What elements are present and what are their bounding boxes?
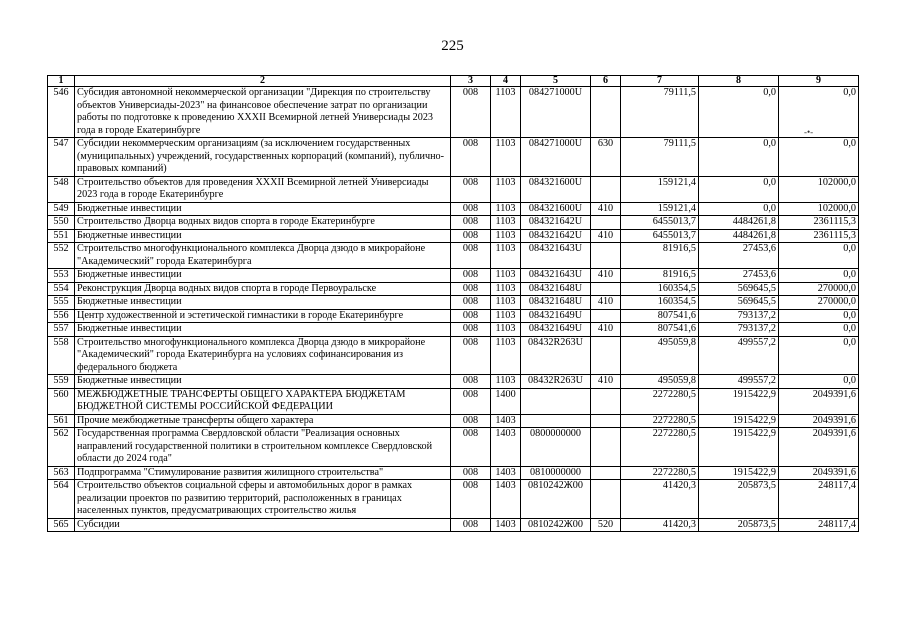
amount-2024-cell: 0,0 <box>779 309 859 323</box>
amount-2024-cell: 102000,0 <box>779 176 859 202</box>
row-number-cell: 559 <box>48 375 75 389</box>
table-body <box>48 87 859 532</box>
row-name-cell: МЕЖБЮДЖЕТНЫЕ ТРАНСФЕРТЫ ОБЩЕГО ХАРАКТЕРА БЮДЖЕТАМ БЮДЖЕТНОЙ СИСТЕМЫ РОССИЙСКОЙ ФЕДЕРАЦИИ <box>75 388 451 414</box>
table-row <box>48 243 859 269</box>
amount-2023-cell: 1915422,9 <box>699 466 779 480</box>
amount-2023-cell: 1915422,9 <box>699 428 779 467</box>
row-name-cell: Государственная программа Свердловской области "Реализация основных направлений государственной политики в строительном комплексе Свердловской области до 2024 года" <box>75 428 451 467</box>
amount-2022-cell: 2272280,5 <box>621 388 699 414</box>
amount-2024-cell: 2049391,6 <box>779 414 859 428</box>
amount-2023-cell: 0,0 <box>699 176 779 202</box>
ministry-code-cell: 008 <box>451 138 491 177</box>
row-number-cell: 550 <box>48 216 75 230</box>
target-article-cell: 084271000U <box>521 87 591 138</box>
ministry-code-cell: 008 <box>451 282 491 296</box>
amount-2024-cell: 0,0 <box>779 269 859 283</box>
amount-2022-cell: 6455013,7 <box>621 216 699 230</box>
row-number-cell: 552 <box>48 243 75 269</box>
section-code-cell: 1403 <box>491 466 521 480</box>
amount-2023-cell: 569645,5 <box>699 296 779 310</box>
section-code-cell: 1103 <box>491 87 521 138</box>
row-number-cell: 562 <box>48 428 75 467</box>
table-row <box>48 216 859 230</box>
amount-2024-cell: 2361115,3 <box>779 216 859 230</box>
table-row <box>48 375 859 389</box>
section-code-cell: 1103 <box>491 375 521 389</box>
row-number-cell: 556 <box>48 309 75 323</box>
table-row <box>48 518 859 532</box>
row-name-cell: Субсидии <box>75 518 451 532</box>
ministry-code-cell: 008 <box>451 87 491 138</box>
expense-type-cell: 410 <box>591 229 621 243</box>
target-article-cell: 084271000U <box>521 138 591 177</box>
ministry-code-cell: 008 <box>451 309 491 323</box>
ministry-code-cell: 008 <box>451 229 491 243</box>
target-article-cell: 0810242Ж00 <box>521 480 591 519</box>
amount-2023-cell: 27453,6 <box>699 269 779 283</box>
amount-2024-cell: 0,0 <box>779 87 859 138</box>
target-article-cell <box>521 388 591 414</box>
amount-2023-cell: 27453,6 <box>699 243 779 269</box>
section-code-cell: 1103 <box>491 296 521 310</box>
row-name-cell: Бюджетные инвестиции <box>75 375 451 389</box>
target-article-cell: 084321648U <box>521 282 591 296</box>
amount-2024-cell: 0,0 <box>779 323 859 337</box>
row-number-cell: 547 <box>48 138 75 177</box>
ministry-code-cell: 008 <box>451 518 491 532</box>
target-article-cell: 084321600U <box>521 176 591 202</box>
ministry-code-cell: 008 <box>451 428 491 467</box>
row-number-cell: 546 <box>48 87 75 138</box>
amount-2023-cell: 499557,2 <box>699 375 779 389</box>
amount-2024-cell: 2049391,6 <box>779 388 859 414</box>
amount-2023-cell: 1915422,9 <box>699 414 779 428</box>
expense-type-cell <box>591 428 621 467</box>
row-name-cell: Строительство объектов для проведения XXXII Всемирной летней Универсиады 2023 года в городе Екатеринбурге <box>75 176 451 202</box>
row-name-cell: Бюджетные инвестиции <box>75 269 451 283</box>
row-number-cell: 557 <box>48 323 75 337</box>
section-code-cell: 1400 <box>491 388 521 414</box>
amount-2022-cell: 160354,5 <box>621 282 699 296</box>
section-code-cell: 1103 <box>491 269 521 283</box>
expense-type-cell <box>591 87 621 138</box>
column-header: 3 <box>451 76 491 87</box>
amount-2024-cell: 2361115,3 <box>779 229 859 243</box>
ministry-code-cell: 008 <box>451 202 491 216</box>
section-code-cell: 1403 <box>491 414 521 428</box>
table-row <box>48 336 859 375</box>
table-header-row <box>48 76 859 87</box>
ministry-code-cell: 008 <box>451 216 491 230</box>
section-code-cell: 1103 <box>491 229 521 243</box>
target-article-cell: 0800000000 <box>521 428 591 467</box>
section-code-cell: 1103 <box>491 243 521 269</box>
ministry-code-cell: 008 <box>451 176 491 202</box>
row-number-cell: 565 <box>48 518 75 532</box>
table-row <box>48 202 859 216</box>
target-article-cell: 084321648U <box>521 296 591 310</box>
target-article-cell: 084321643U <box>521 243 591 269</box>
section-code-cell: 1403 <box>491 518 521 532</box>
row-name-cell: Строительство Дворца водных видов спорта в городе Екатеринбурге <box>75 216 451 230</box>
row-number-cell: 554 <box>48 282 75 296</box>
table-row <box>48 296 859 310</box>
row-number-cell: 555 <box>48 296 75 310</box>
expense-type-cell <box>591 480 621 519</box>
amount-2022-cell: 41420,3 <box>621 480 699 519</box>
section-code-cell: 1103 <box>491 323 521 337</box>
amount-2022-cell: 81916,5 <box>621 243 699 269</box>
section-code-cell: 1403 <box>491 480 521 519</box>
amount-2022-cell: 159121,4 <box>621 176 699 202</box>
ministry-code-cell: 008 <box>451 323 491 337</box>
row-number-cell: 551 <box>48 229 75 243</box>
table-row <box>48 428 859 467</box>
amount-2023-cell: 0,0 <box>699 202 779 216</box>
row-number-cell: 561 <box>48 414 75 428</box>
expense-type-cell: 410 <box>591 375 621 389</box>
expense-type-cell <box>591 176 621 202</box>
amount-2023-cell: 4484261,8 <box>699 229 779 243</box>
expense-type-cell <box>591 336 621 375</box>
amount-2024-cell: 270000,0 <box>779 296 859 310</box>
ministry-code-cell: 008 <box>451 480 491 519</box>
table-row <box>48 176 859 202</box>
scan-mark: -•- <box>804 127 814 137</box>
target-article-cell: 084321649U <box>521 309 591 323</box>
column-header: 5 <box>521 76 591 87</box>
ministry-code-cell: 008 <box>451 269 491 283</box>
row-number-cell: 563 <box>48 466 75 480</box>
table-row <box>48 229 859 243</box>
expense-type-cell <box>591 466 621 480</box>
row-name-cell: Строительство объектов социальной сферы и автомобильных дорог в рамках реализации проектов по развитию территорий, расположенных в границах населенных пунктов, предусматривающих строительство жилья <box>75 480 451 519</box>
section-code-cell: 1103 <box>491 138 521 177</box>
section-code-cell: 1103 <box>491 282 521 296</box>
column-header: 8 <box>699 76 779 87</box>
row-number-cell: 553 <box>48 269 75 283</box>
table-row <box>48 388 859 414</box>
ministry-code-cell: 008 <box>451 414 491 428</box>
expense-type-cell: 410 <box>591 296 621 310</box>
budget-table <box>47 75 859 532</box>
expense-type-cell: 410 <box>591 202 621 216</box>
expense-type-cell <box>591 282 621 296</box>
amount-2023-cell: 4484261,8 <box>699 216 779 230</box>
column-header: 1 <box>48 76 75 87</box>
row-number-cell: 548 <box>48 176 75 202</box>
amount-2024-cell: 0,0 <box>779 138 859 177</box>
expense-type-cell: 410 <box>591 269 621 283</box>
page-number: 225 <box>441 38 464 54</box>
amount-2022-cell: 807541,6 <box>621 309 699 323</box>
amount-2023-cell: 569645,5 <box>699 282 779 296</box>
column-header: 4 <box>491 76 521 87</box>
amount-2024-cell: 270000,0 <box>779 282 859 296</box>
expense-type-cell <box>591 388 621 414</box>
ministry-code-cell: 008 <box>451 466 491 480</box>
table-row <box>48 466 859 480</box>
section-code-cell: 1103 <box>491 309 521 323</box>
table-row <box>48 414 859 428</box>
amount-2022-cell: 807541,6 <box>621 323 699 337</box>
amount-2023-cell: 1915422,9 <box>699 388 779 414</box>
amount-2024-cell: 0,0 <box>779 336 859 375</box>
table-row <box>48 282 859 296</box>
column-header: 9 <box>779 76 859 87</box>
amount-2023-cell: 205873,5 <box>699 480 779 519</box>
ministry-code-cell: 008 <box>451 336 491 375</box>
amount-2022-cell: 79111,5 <box>621 138 699 177</box>
amount-2022-cell: 2272280,5 <box>621 414 699 428</box>
row-name-cell: Центр художественной и эстетической гимнастики в городе Екатеринбурге <box>75 309 451 323</box>
row-number-cell: 549 <box>48 202 75 216</box>
amount-2024-cell: 2049391,6 <box>779 428 859 467</box>
amount-2022-cell: 41420,3 <box>621 518 699 532</box>
amount-2023-cell: 499557,2 <box>699 336 779 375</box>
section-code-cell: 1403 <box>491 428 521 467</box>
target-article-cell: 084321643U <box>521 269 591 283</box>
amount-2022-cell: 6455013,7 <box>621 229 699 243</box>
section-code-cell: 1103 <box>491 336 521 375</box>
row-name-cell: Бюджетные инвестиции <box>75 323 451 337</box>
column-header: 7 <box>621 76 699 87</box>
expense-type-cell <box>591 309 621 323</box>
row-number-cell: 558 <box>48 336 75 375</box>
expense-type-cell: 520 <box>591 518 621 532</box>
amount-2022-cell: 2272280,5 <box>621 428 699 467</box>
target-article-cell <box>521 414 591 428</box>
table-row <box>48 269 859 283</box>
column-header: 2 <box>75 76 451 87</box>
row-name-cell: Субсидии некоммерческим организациям (за исключением государственных (муниципальных) учреждений, государственных корпораций (компаний), публично-правовых компаний) <box>75 138 451 177</box>
target-article-cell: 084321642U <box>521 229 591 243</box>
expense-type-cell <box>591 243 621 269</box>
table-row <box>48 323 859 337</box>
section-code-cell: 1103 <box>491 216 521 230</box>
amount-2023-cell: 0,0 <box>699 138 779 177</box>
target-article-cell: 08432R263U <box>521 375 591 389</box>
section-code-cell: 1103 <box>491 202 521 216</box>
target-article-cell: 0810242Ж00 <box>521 518 591 532</box>
amount-2024-cell: 102000,0 <box>779 202 859 216</box>
amount-2024-cell: 0,0 <box>779 375 859 389</box>
table-row <box>48 87 859 138</box>
target-article-cell: 084321642U <box>521 216 591 230</box>
ministry-code-cell: 008 <box>451 243 491 269</box>
amount-2022-cell: 159121,4 <box>621 202 699 216</box>
target-article-cell: 08432R263U <box>521 336 591 375</box>
row-number-cell: 560 <box>48 388 75 414</box>
column-header: 6 <box>591 76 621 87</box>
target-article-cell: 084321600U <box>521 202 591 216</box>
row-name-cell: Прочие межбюджетные трансферты общего характера <box>75 414 451 428</box>
row-name-cell: Бюджетные инвестиции <box>75 202 451 216</box>
table-row <box>48 309 859 323</box>
amount-2022-cell: 495059,8 <box>621 375 699 389</box>
table-row <box>48 480 859 519</box>
amount-2022-cell: 160354,5 <box>621 296 699 310</box>
amount-2022-cell: 79111,5 <box>621 87 699 138</box>
expense-type-cell: 630 <box>591 138 621 177</box>
amount-2022-cell: 2272280,5 <box>621 466 699 480</box>
row-name-cell: Субсидия автономной некоммерческой организации "Дирекция по строительству объектов Универсиады-2023" на финансовое обеспечение затрат по организации работы по подготовке к проведению XXXII Всемирной летней Универсиады 2023 года в городе Екатеринбурге <box>75 87 451 138</box>
row-name-cell: Строительство многофункционального комплекса Дворца дзюдо в микрорайоне "Академический" города Екатеринбурга на условиях софинансирования из федерального бюджета <box>75 336 451 375</box>
amount-2024-cell: 248117,4 <box>779 480 859 519</box>
amount-2023-cell: 793137,2 <box>699 309 779 323</box>
row-name-cell: Строительство многофункционального комплекса Дворца дзюдо в микрорайоне "Академический" города Екатеринбурга <box>75 243 451 269</box>
row-name-cell: Бюджетные инвестиции <box>75 229 451 243</box>
amount-2023-cell: 0,0 <box>699 87 779 138</box>
ministry-code-cell: 008 <box>451 296 491 310</box>
row-name-cell: Подпрограмма "Стимулирование развития жилищного строительства" <box>75 466 451 480</box>
row-number-cell: 564 <box>48 480 75 519</box>
ministry-code-cell: 008 <box>451 388 491 414</box>
expense-type-cell <box>591 216 621 230</box>
ministry-code-cell: 008 <box>451 375 491 389</box>
expense-type-cell: 410 <box>591 323 621 337</box>
expense-type-cell <box>591 414 621 428</box>
amount-2023-cell: 205873,5 <box>699 518 779 532</box>
amount-2022-cell: 81916,5 <box>621 269 699 283</box>
target-article-cell: 084321649U <box>521 323 591 337</box>
amount-2024-cell: 2049391,6 <box>779 466 859 480</box>
table-row <box>48 138 859 177</box>
row-name-cell: Бюджетные инвестиции <box>75 296 451 310</box>
amount-2024-cell: 248117,4 <box>779 518 859 532</box>
target-article-cell: 0810000000 <box>521 466 591 480</box>
row-name-cell: Реконструкция Дворца водных видов спорта в городе Первоуральске <box>75 282 451 296</box>
amount-2024-cell: 0,0 <box>779 243 859 269</box>
amount-2022-cell: 495059,8 <box>621 336 699 375</box>
section-code-cell: 1103 <box>491 176 521 202</box>
amount-2023-cell: 793137,2 <box>699 323 779 337</box>
